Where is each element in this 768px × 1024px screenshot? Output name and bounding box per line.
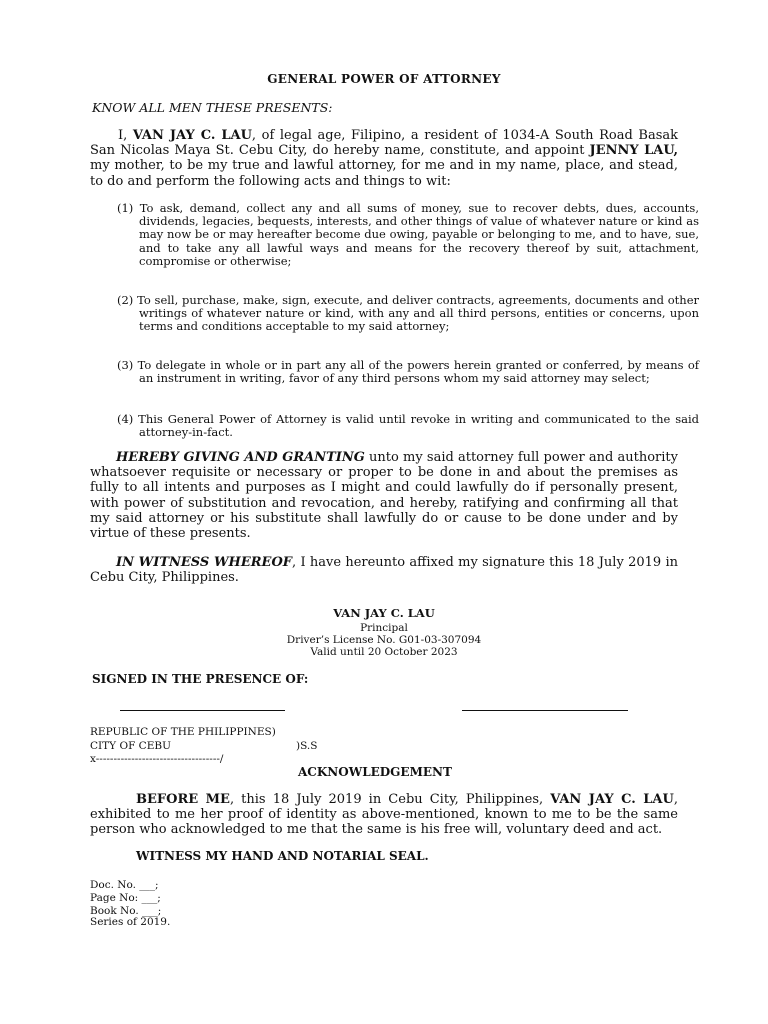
venue-ss: )S.S [296, 740, 318, 752]
signed-presence-heading: SIGNED IN THE PRESENCE OF: [92, 672, 309, 686]
intro-pre: I, [118, 128, 133, 143]
venue-city: CITY OF CEBU [90, 740, 171, 752]
venue-republic: REPUBLIC OF THE PHILIPPINES) [90, 726, 276, 738]
venue-divider: x-----------------------------------/ [90, 753, 224, 765]
witness-lead: IN WITNESS WHEREOF [116, 555, 293, 570]
know-all-men-heading: KNOW ALL MEN THESE PRESENTS: [92, 100, 333, 115]
before-me-text: , exhibited to me her proof of identity as above-mentioned, known to me to be the same person who acknowledged to me that the same is his free will, voluntary deed and act. [90, 792, 678, 837]
before-me-lead: BEFORE ME [136, 792, 230, 807]
power-item-2: (2) To sell, purchase, make, sign, execute, and deliver contracts, agreements, documents and other writings of whatever nature or kind, with any and all third persons, entities or concerns, upon terms and conditions acceptable to my said attorney; [117, 293, 699, 334]
intro-post: my mother, to be my true and lawful attorney, for me and in my name, place, and stead, to do and perform the following acts and things to wit: [90, 158, 678, 189]
before-me-mid: , this 18 July 2019 in Cebu City, Philippines, [229, 792, 551, 807]
document-title: GENERAL POWER OF ATTORNEY [267, 72, 501, 86]
giving-granting-paragraph [90, 450, 678, 541]
attorney-name: JENNY LAU, [589, 143, 678, 159]
power-item-4: (4) This General Power of Attorney is valid until revoke in writing and communicated to the said attorney-in-fact. [117, 412, 699, 440]
giving-text: unto my said attorney full power and authority whatsoever requisite or necessary or proper to be done in and about the premises as fully to all intents and purposes as I might and could lawfully do if personally present, with power of substitution and revocation, and hereby, ratifying and confirming all that my said attorney or his substitute shall lawfully do or cause to be done under and by virtue of these presents. [90, 450, 678, 542]
intro-paragraph [90, 128, 678, 189]
before-me-paragraph [90, 792, 678, 837]
signatory-validity: Valid until 20 October 2023 [310, 646, 458, 658]
witness-signature-line-2 [462, 710, 628, 711]
witness-hand-seal: WITNESS MY HAND AND NOTARIAL SEAL. [136, 849, 429, 863]
witness-signature-line-1 [120, 710, 285, 711]
intro-mid: , of legal age, Filipino, a resident of 1034-A South Road Basak San Nicolas Maya St. Cebu City, do hereby name, constitute, and appoint [90, 128, 678, 159]
principal-name: VAN JAY C. LAU [132, 128, 252, 143]
power-item-1: (1) To ask, demand, collect any and all sums of money, sue to recover debts, dues, accounts, dividends, legacies, bequests, interests, and other things of value of whatever nature or kind as may now be or may hereafter become due owing, payable or belonging to me, and to have, sue, and to take any all lawful ways and means for the recovery thereof by suit, attachment, compromise or otherwise; [117, 201, 699, 268]
notary-doc-no: Doc. No. ___; [90, 879, 159, 891]
signatory-name: VAN JAY C. LAU [333, 606, 435, 620]
giving-lead: HEREBY GIVING AND GRANTING [116, 450, 365, 465]
signatory-role: Principal [360, 622, 408, 634]
power-item-3: (3) To delegate in whole or in part any all of the powers herein granted or conferred, by means of an instrument in writing, favor of any third persons whom my said attorney may select; [117, 358, 699, 386]
before-me-name: VAN JAY C. LAU [550, 792, 674, 807]
witness-text: , I have hereunto affixed my signature this 18 July 2019 in Cebu City, Philippines. [90, 555, 678, 586]
notary-book-no: Book No. ___; [90, 905, 162, 917]
notary-page-no: Page No: ___; [90, 892, 161, 904]
witness-whereof-paragraph [90, 555, 678, 585]
signatory-license: Driver’s License No. G01-03-307094 [286, 634, 482, 646]
acknowledgement-heading: ACKNOWLEDGEMENT [298, 765, 452, 779]
notary-series: Series of 2019. [90, 916, 171, 928]
